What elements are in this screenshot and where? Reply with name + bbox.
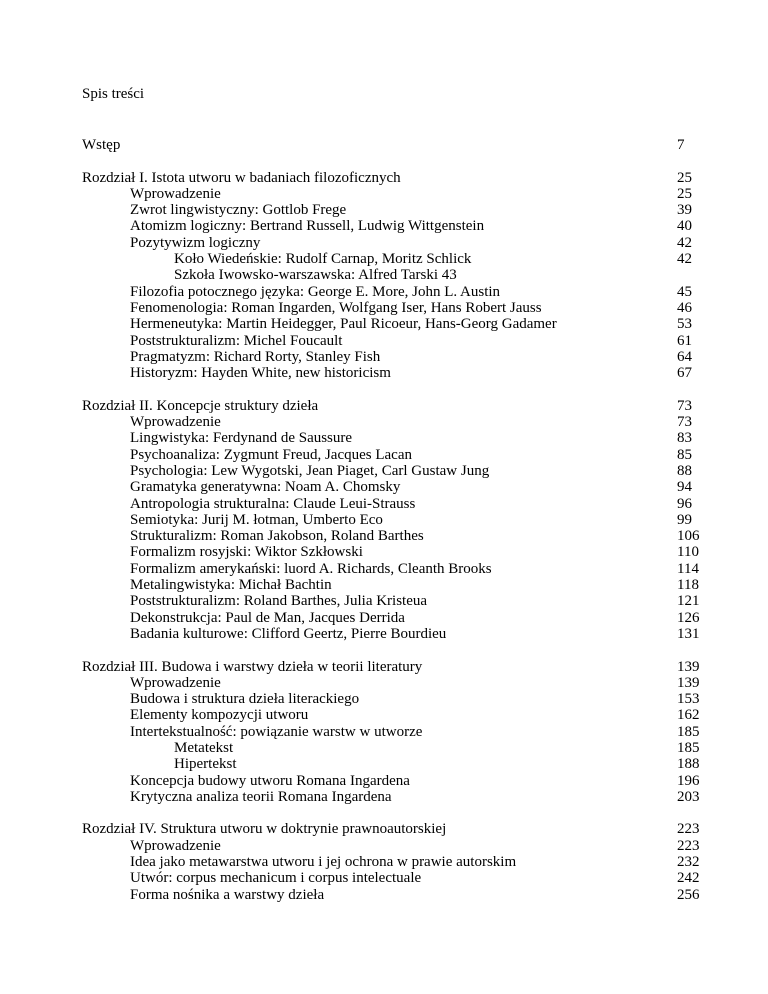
toc-entry-title: Krytyczna analiza teorii Romana Ingardena: [130, 788, 392, 805]
section-spacer: [82, 642, 708, 658]
toc-section-entry: [82, 447, 708, 463]
toc-section-entry: [82, 496, 708, 512]
toc-entry-page-number: 242: [677, 870, 700, 887]
toc-section-entry: [82, 870, 708, 886]
toc-section-entry: [82, 838, 708, 854]
toc-subsection-entry: [82, 267, 708, 283]
toc-entry-page-number: 39: [677, 202, 692, 219]
toc-section-entry: [82, 691, 708, 707]
toc-section-entry: [82, 235, 708, 251]
toc-entry-title: Lingwistyka: Ferdynand de Saussure: [130, 430, 353, 447]
toc-entry-page-number: 126: [677, 609, 700, 626]
toc-section-entry: [82, 887, 708, 903]
toc-entry-title: Poststrukturalizm: Roland Barthes, Julia Kristeua: [130, 593, 428, 610]
toc-entry-page-number: 73: [677, 414, 692, 431]
toc-entry-title: Wprowadzenie: [130, 837, 221, 854]
toc-section-entry: [82, 284, 708, 300]
toc-entry-title: Hermeneutyka: Martin Heidegger, Paul Ricoeur, Hans-Georg Gadamer: [130, 316, 557, 333]
toc-chapter-entry: [82, 137, 708, 153]
toc-entry-title: Fenomenologia: Roman Ingarden, Wolfgang Iser, Hans Robert Jauss: [130, 299, 542, 316]
toc-section-entry: [82, 316, 708, 332]
toc-entry-title: Szkoła Iwowsko-warszawska: Alfred Tarski 43: [174, 267, 457, 284]
toc-entry-page-number: 53: [677, 316, 692, 333]
toc-subsection-entry: [82, 740, 708, 756]
toc-entry-page-number: 40: [677, 218, 692, 235]
toc-entry-page-number: 121: [677, 593, 700, 610]
toc-entry-title: Formalizm rosyjski: Wiktor Szkłowski: [130, 544, 363, 561]
toc-entry-title: Rozdział II. Koncepcje struktury dzieła: [82, 397, 319, 414]
toc-entry-page-number: 185: [677, 739, 700, 756]
toc-entry-title: Wprowadzenie: [130, 674, 221, 691]
toc-entry-page-number: 7: [677, 137, 685, 153]
toc-section-entry: [82, 186, 708, 202]
toc-section-entry: [82, 365, 708, 381]
toc-entry-title: Zwrot lingwistyczny: Gottlob Frege: [130, 202, 347, 219]
toc-entry-page-number: 131: [677, 625, 700, 642]
toc-entry-page-number: 256: [677, 886, 700, 903]
toc-entry-page-number: 61: [677, 332, 692, 349]
toc-entry-title: Semiotyka: Jurij M. łotman, Umberto Eco: [130, 511, 383, 528]
toc-entry-page-number: 139: [677, 674, 700, 691]
toc-entry-title: Filozofia potocznego języka: George E. More, John L. Austin: [130, 283, 501, 300]
toc-entry-title: Rozdział I. Istota utworu w badaniach filozoficznych: [82, 169, 401, 186]
toc-entry-page-number: 25: [677, 169, 692, 186]
section-spacer: [82, 153, 708, 169]
toc-entry-page-number: 99: [677, 511, 692, 528]
toc-entry-title: Wstęp: [82, 137, 121, 153]
toc-section-entry: [82, 675, 708, 691]
table-of-contents: [82, 137, 708, 903]
toc-entry-title: Strukturalizm: Roman Jakobson, Roland Barthes: [130, 528, 424, 545]
toc-entry-page-number: 67: [677, 365, 692, 382]
toc-chapter-entry: [82, 821, 708, 837]
toc-subsection-entry: [82, 756, 708, 772]
toc-entry-title: Metalingwistyka: Michał Bachtin: [130, 577, 332, 594]
toc-section-entry: [82, 544, 708, 560]
toc-section-entry: [82, 561, 708, 577]
toc-entry-page-number: 223: [677, 837, 700, 854]
toc-entry-title: Dekonstrukcja: Paul de Man, Jacques Derrida: [130, 609, 405, 626]
toc-chapter-entry: [82, 659, 708, 675]
toc-section-entry: [82, 577, 708, 593]
toc-entry-title: Formalizm amerykański: luord A. Richards, Cleanth Brooks: [130, 560, 492, 577]
toc-entry-page-number: 94: [677, 479, 692, 496]
toc-section-entry: [82, 430, 708, 446]
toc-entry-page-number: 118: [677, 577, 699, 594]
toc-entry-title: Atomizm logiczny: Bertrand Russell, Ludwig Wittgenstein: [130, 218, 485, 235]
toc-entry-title: Poststrukturalizm: Michel Foucault: [130, 332, 343, 349]
toc-section-entry: [82, 773, 708, 789]
toc-entry-title: Wprowadzenie: [130, 185, 221, 202]
toc-entry-title: Koncepcja budowy utworu Romana Ingardena: [130, 772, 410, 789]
toc-entry-page-number: 83: [677, 430, 692, 447]
toc-section-entry: [82, 724, 708, 740]
toc-chapter-entry: [82, 398, 708, 414]
toc-section-entry: [82, 202, 708, 218]
toc-section-entry: [82, 528, 708, 544]
toc-section-entry: [82, 626, 708, 642]
toc-section-entry: [82, 300, 708, 316]
toc-entry-page-number: 85: [677, 446, 692, 463]
toc-section-entry: [82, 789, 708, 805]
toc-entry-page-number: 110: [677, 544, 699, 561]
toc-entry-title: Antropologia strukturalna: Claude Leui-Strauss: [130, 495, 416, 512]
toc-entry-page-number: 88: [677, 462, 692, 479]
toc-entry-title: Psychologia: Lew Wygotski, Jean Piaget, Carl Gustaw Jung: [130, 462, 490, 479]
toc-entry-page-number: 73: [677, 397, 692, 414]
toc-entry-page-number: 153: [677, 691, 700, 708]
toc-entry-title: Pozytywizm logiczny: [130, 234, 261, 251]
toc-entry-page-number: 203: [677, 788, 700, 805]
toc-section-entry: [82, 512, 708, 528]
toc-section-entry: [82, 333, 708, 349]
toc-entry-title: Wprowadzenie: [130, 414, 221, 431]
toc-entry-title: Budowa i struktura dzieła literackiego: [130, 691, 360, 708]
toc-section-entry: [82, 593, 708, 609]
toc-entry-title: Utwór: corpus mechanicum i corpus intelectuale: [130, 870, 422, 887]
toc-entry-page-number: 45: [677, 283, 692, 300]
toc-entry-title: Forma nośnika a warstwy dzieła: [130, 886, 325, 903]
toc-heading: Spis treści: [82, 86, 145, 102]
toc-section-entry: [82, 414, 708, 430]
toc-entry-page-number: 64: [677, 348, 692, 365]
section-spacer: [82, 805, 708, 821]
toc-entry-title: Badania kulturowe: Clifford Geertz, Pierre Bourdieu: [130, 625, 447, 642]
toc-entry-page-number: 114: [677, 560, 699, 577]
toc-entry-page-number: 162: [677, 707, 700, 724]
toc-entry-title: Rozdział III. Budowa i warstwy dzieła w teorii literatury: [82, 658, 423, 675]
toc-section-entry: [82, 479, 708, 495]
toc-section-entry: [82, 854, 708, 870]
toc-entry-page-number: 42: [677, 234, 692, 251]
toc-entry-page-number: 106: [677, 528, 700, 545]
toc-entry-title: Elementy kompozycji utworu: [130, 707, 309, 724]
toc-entry-page-number: 42: [677, 251, 692, 268]
toc-entry-page-number: 185: [677, 723, 700, 740]
toc-entry-page-number: 223: [677, 821, 700, 838]
toc-section-entry: [82, 610, 708, 626]
toc-entry-title: Rozdział IV. Struktura utworu w doktrynie prawnoautorskiej: [82, 821, 447, 838]
toc-entry-title: Historyzm: Hayden White, new historicism: [130, 365, 391, 382]
toc-entry-page-number: 196: [677, 772, 700, 789]
toc-entry-title: Metatekst: [174, 739, 234, 756]
toc-section-entry: [82, 463, 708, 479]
toc-entry-title: Pragmatyzm: Richard Rorty, Stanley Fish: [130, 348, 381, 365]
toc-entry-page-number: 232: [677, 854, 700, 871]
toc-entry-title: Koło Wiedeńskie: Rudolf Carnap, Moritz Schlick: [174, 251, 472, 268]
toc-section-entry: [82, 349, 708, 365]
toc-entry-page-number: 46: [677, 299, 692, 316]
toc-section-entry: [82, 707, 708, 723]
toc-entry-title: Intertekstualność: powiązanie warstw w utworze: [130, 723, 423, 740]
toc-section-entry: [82, 218, 708, 234]
toc-entry-page-number: 25: [677, 185, 692, 202]
toc-entry-title: Idea jako metawarstwa utworu i jej ochrona w prawie autorskim: [130, 854, 517, 871]
toc-entry-title: Psychoanaliza: Zygmunt Freud, Jacques Lacan: [130, 446, 412, 463]
section-spacer: [82, 381, 708, 397]
toc-chapter-entry: [82, 170, 708, 186]
toc-subsection-entry: [82, 251, 708, 267]
toc-entry-page-number: 96: [677, 495, 692, 512]
toc-entry-title: Gramatyka generatywna: Noam A. Chomsky: [130, 479, 401, 496]
toc-entry-page-number: 188: [677, 756, 700, 773]
toc-entry-title: Hipertekst: [174, 756, 237, 773]
toc-entry-page-number: 139: [677, 658, 700, 675]
